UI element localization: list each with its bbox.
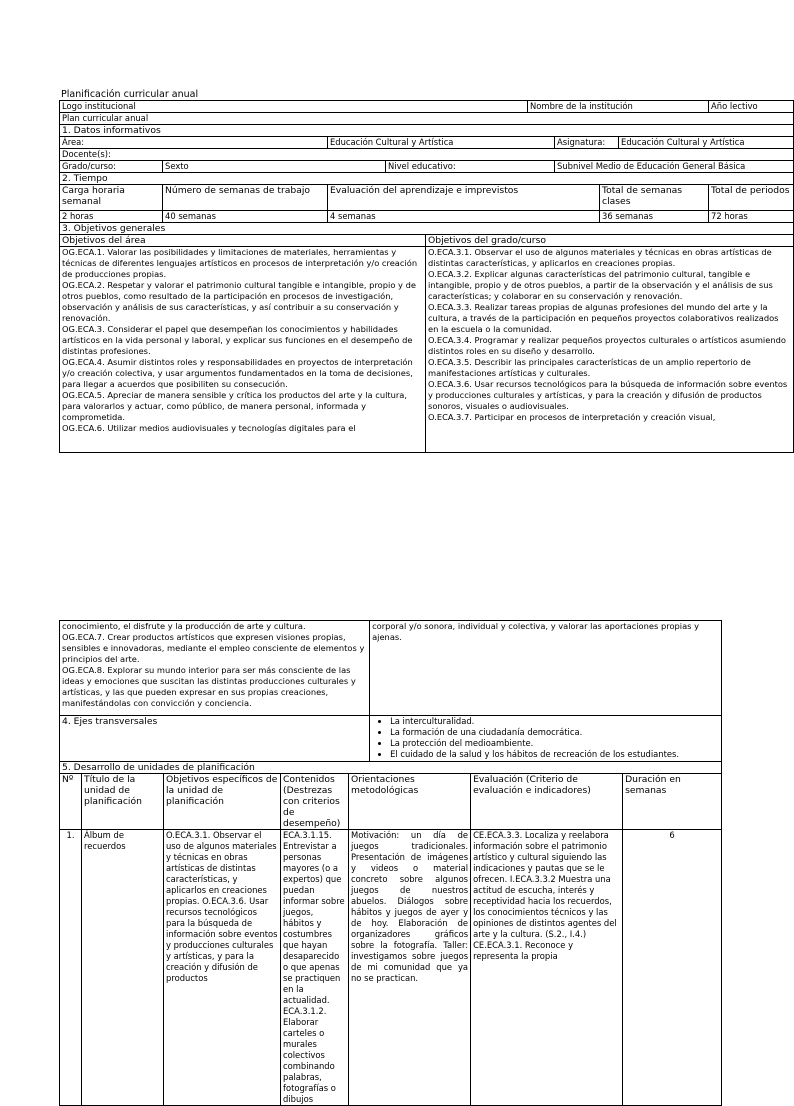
level-label: Nivel educativo: — [386, 161, 555, 173]
grade-objective: O.ECA.3.2. Explicar algunas características del patrimonio cultural, tangible e intangible, propio y de otros pueblos, a partir de la observación y el análisis de sus características; y colaborar en su conservación y renovación. — [428, 269, 773, 301]
plan-table-page2 — [59, 620, 722, 1106]
time-periods: 72 horas — [709, 211, 794, 223]
section-4-heading: 4. Ejes transversales — [60, 716, 370, 762]
level-value: Subnivel Medio de Educación General Básica — [555, 161, 794, 173]
area-label: Área: — [60, 137, 328, 149]
grade-objective: O.ECA.3.1. Observar el uso de algunos materiales y técnicas en obras artísticas de distintas características, y aplicarlos en creaciones propias. — [428, 247, 772, 268]
objectives-area-continued — [60, 621, 370, 716]
unit-header-evaluation: Evaluación (Criterio de evaluación e indicadores) — [471, 774, 623, 830]
objectives-grade-heading: Objetivos del grado/curso — [426, 235, 794, 247]
time-header-evaluation: Evaluación del aprendizaje e imprevistos — [328, 185, 600, 211]
plan-table-page1 — [59, 100, 794, 453]
area-objective: conocimiento, el disfrute y la producción de arte y cultura. — [62, 621, 306, 631]
grade-objective: O.ECA.3.3. Realizar tareas propias de algunas profesiones del mundo del arte y la cultura, a través de la participación en pequeños proyectos colaborativos realizados en la escuela o la comunidad. — [428, 302, 779, 334]
section-5-heading: 5. Desarrollo de unidades de planificación — [60, 762, 722, 774]
area-objective: OG.ECA.1. Valorar las posibilidades y limitaciones de materiales, herramientas y técnicas de diferentes lenguajes artísticos en procesos de interpretación y/o creación de producciones propias. — [62, 247, 418, 279]
time-header-class-weeks: Total de semanas clases — [600, 185, 709, 211]
time-header-weekly-hours: Carga horaria semanal — [60, 185, 163, 211]
unit-evaluation: CE.ECA.3.3. Localiza y reelabora información sobre el patrimonio artístico y cultural siguiendo las indicaciones y pautas que se le ofrecen. I.ECA.3.3.2 Muestra una actitud de escucha, interés y receptividad hacia los recuerdos, los conocimientos técnicos y las opiniones de distintos agentes del arte y la cultura. (S.2., I.4.) CE.ECA.3.1. Reconoce y representa la propia — [471, 830, 623, 1106]
subject-label: Asignatura: — [555, 137, 619, 149]
time-evaluation: 4 semanas — [328, 211, 600, 223]
unit-header-number: Nº — [60, 774, 82, 830]
subject-value: Educación Cultural y Artística — [619, 137, 794, 149]
area-objective: OG.ECA.2. Respetar y valorar el patrimonio cultural tangible e intangible, propio y de otros pueblos, como resultado de la participación en procesos de investigación, observación y análisis de sus características, y así contribuir a su conservación y renovación. — [62, 280, 416, 323]
axis-item: • El cuidado de la salud y los hábitos de recreación de los estudiantes. — [390, 749, 719, 760]
objectives-area-list — [60, 247, 426, 453]
transversal-axes-list — [370, 716, 722, 762]
unit-header-contents: Contenidos (Destrezas con criterios de desempeño) — [281, 774, 349, 830]
unit-objectives: O.ECA.3.1. Observar el uso de algunos materiales y técnicas en obras artísticas de distintas características, y aplicarlos en creaciones propias. O.ECA.3.6. Usar recursos tecnológicos para la búsqueda de información sobre eventos y producciones culturales y artísticas, y para la creación y difusión de productos — [164, 830, 281, 1106]
section-2-heading: 2. Tiempo — [60, 173, 794, 185]
grade-objective: O.ECA.3.7. Participar en procesos de interpretación y creación visual, — [428, 412, 716, 422]
area-objective: OG.ECA.3. Considerar el papel que desempeñan los conocimientos y habilidades artísticos en la vida personal y laboral, y explicar sus funciones en el desempeño de distintas profesiones. — [62, 324, 413, 356]
institution-label: Nombre de la institución — [528, 101, 709, 113]
unit-header-duration: Duración en semanas — [623, 774, 722, 830]
grade-objective: O.ECA.3.6. Usar recursos tecnológicos para la búsqueda de información sobre eventos y producciones culturales y artísticas, y para la creación y difusión de productos sonoros, visuales o audiovisuales. — [428, 379, 788, 411]
unit-duration: 6 — [623, 830, 722, 1106]
area-objective: OG.ECA.4. Asumir distintos roles y responsabilidades en proyectos de interpretación y/o creación colectiva, y usar argumentos fundamentados en la toma de decisiones, para llegar a acuerdos que posibiliten su consecución. — [62, 357, 413, 389]
objectives-grade-list — [426, 247, 794, 453]
time-weekly-hours: 2 horas — [60, 211, 163, 223]
unit-number: 1. — [60, 830, 82, 1106]
unit-header-title: Título de la unidad de planificación — [82, 774, 164, 830]
time-work-weeks: 40 semanas — [163, 211, 328, 223]
section-1-heading: 1. Datos informativos — [60, 125, 794, 137]
area-objective: OG.ECA.5. Apreciar de manera sensible y crítica los productos del arte y la cultura, para valorarlos y actuar, como público, de manera personal, informada y comprometida. — [62, 390, 408, 422]
school-year-label: Año lectivo — [709, 101, 794, 113]
unit-header-methodology: Orientaciones metodológicas — [349, 774, 471, 830]
area-value: Educación Cultural y Artística — [328, 137, 555, 149]
grade-objective: O.ECA.3.5. Describir las principales características de un amplio repertorio de manifestaciones artísticas y culturales. — [428, 357, 751, 378]
unit-contents: ECA.3.1.15. Entrevistar a personas mayores (o a expertos) que puedan informar sobre juegos, hábitos y costumbres que hayan desaparecido o que apenas se practiquen en la actualidad. ECA.3.1.2. Elaborar carteles o murales colectivos combinando palabras, fotografías o dibujos — [281, 830, 349, 1106]
grade-value: Sexto — [163, 161, 386, 173]
time-class-weeks: 36 semanas — [600, 211, 709, 223]
document-title: Planificación curricular anual — [61, 89, 199, 100]
grade-objective: O.ECA.3.4. Programar y realizar pequeños proyectos culturales o artísticos asumiendo distintos roles en su diseño y desarrollo. — [428, 335, 786, 356]
unit-methodology: Motivación: un día de juegos tradicionales. Presentación de imágenes y videos o material concreto sobre algunos juegos de nuestros abuelos. Diálogos sobre hábitos y juegos de ayer y de hoy. Elaboración de organizadores gráficos sobre la fotografía. Taller: investigamos sobre juegos de mi comunidad que ya no se practican. — [349, 830, 471, 1106]
axis-item: • La formación de una ciudadanía democrática. — [390, 727, 719, 738]
section-3-heading: 3. Objetivos generales — [60, 223, 794, 235]
axis-item: • La protección del medioambiente. — [390, 738, 719, 749]
unit-title: Álbum de recuerdos — [82, 830, 164, 1106]
grade-label: Grado/curso: — [60, 161, 163, 173]
time-header-periods: Total de periodos — [709, 185, 794, 211]
area-objective: OG.ECA.7. Crear productos artísticos que expresen visiones propias, sensibles e innovadoras, mediante el empleo consciente de elementos y principios del arte. — [62, 632, 365, 664]
objectives-area-heading: Objetivos del área — [60, 235, 426, 247]
teacher-label: Docente(s): — [60, 149, 794, 161]
time-header-work-weeks: Número de semanas de trabajo — [163, 185, 328, 211]
objectives-grade-continued: corporal y/o sonora, individual y colectiva, y valorar las aportaciones propias y ajenas. — [370, 621, 722, 716]
axis-item: • La interculturalidad. — [390, 716, 719, 727]
plan-label: Plan curricular anual — [60, 113, 794, 125]
area-objective: OG.ECA.6. Utilizar medios audiovisuales y tecnologías digitales para el — [62, 423, 356, 433]
area-objective: OG.ECA.8. Explorar su mundo interior para ser más consciente de las ideas y emociones que suscitan las distintas producciones culturales y artísticas, y las que pueden expresar en sus propias creaciones, manifestándolas con convicción y conciencia. — [62, 665, 356, 708]
unit-header-objectives: Objetivos específicos de la unidad de planificación — [164, 774, 281, 830]
logo-cell: Logo institucional — [60, 101, 528, 113]
